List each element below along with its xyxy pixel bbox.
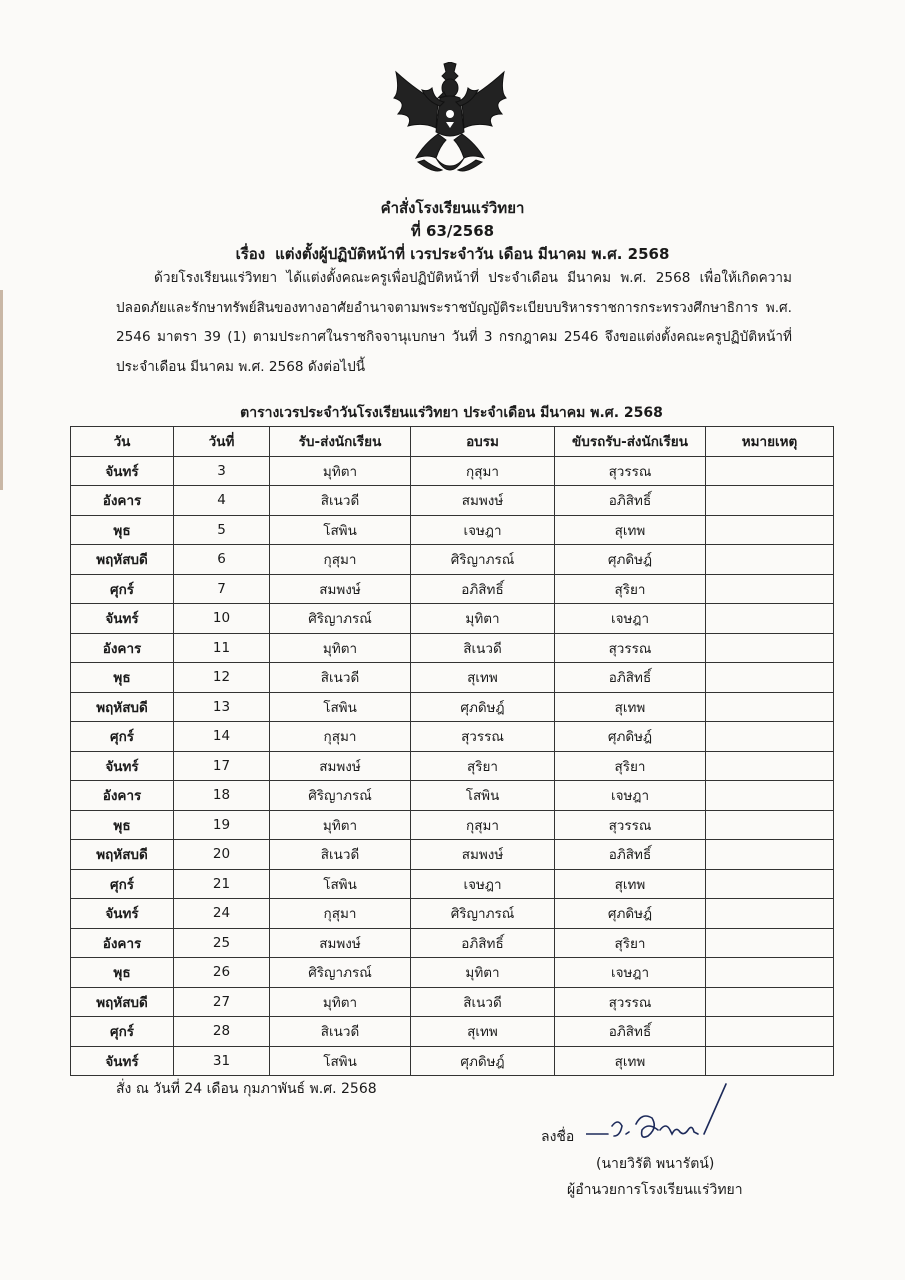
cell-day: ศุกร์ bbox=[71, 869, 174, 899]
table-row bbox=[71, 456, 834, 486]
cell-date: 20 bbox=[174, 840, 270, 870]
cell-note bbox=[706, 1017, 834, 1047]
schedule-body bbox=[71, 456, 834, 1076]
cell-pickup: กุสุมา bbox=[270, 722, 411, 752]
table-row bbox=[71, 869, 834, 899]
cell-date: 26 bbox=[174, 958, 270, 988]
cell-training: ศุภดิษฎ์ bbox=[411, 1046, 555, 1076]
table-row bbox=[71, 515, 834, 545]
cell-date: 14 bbox=[174, 722, 270, 752]
table-row bbox=[71, 545, 834, 575]
cell-driver: เจษฎา bbox=[555, 781, 706, 811]
cell-date: 11 bbox=[174, 633, 270, 663]
cell-training: สุเทพ bbox=[411, 1017, 555, 1047]
order-paragraph: ด้วยโรงเรียนแร่วิทยา ได้แต่งตั้งคณะครูเพื่อปฏิบัติหน้าที่ ประจำเดือน มีนาคม พ.ศ. 2568 เพื่อให้เกิดความปลอดภัยและรักษาทรัพย์สินของทางอาศัยอำนาจตามพระราชบัญญัติระเบียบบริหารราชการกระทรวงศึกษาธิการ พ.ศ. 2546 มาตรา 39 (1) ตามประกาศในราชกิจจานุเบกษา วันที่ 3 กรกฎาคม 2546 จึงขอแต่งตั้งคณะครูปฏิบัติหน้าที่ประจำเดือน มีนาคม พ.ศ. 2568 ดังต่อไปนี้ bbox=[116, 270, 792, 375]
cell-day: จันทร์ bbox=[71, 899, 174, 929]
cell-note bbox=[706, 515, 834, 545]
header-date: วันที่ bbox=[174, 427, 270, 457]
cell-driver: อภิสิทธิ์ bbox=[555, 840, 706, 870]
cell-note bbox=[706, 1046, 834, 1076]
cell-date: 18 bbox=[174, 781, 270, 811]
order-title: คำสั่งโรงเรียนแร่วิทยา bbox=[380, 199, 525, 217]
handwritten-signature-icon bbox=[586, 1082, 736, 1152]
cell-training: สิเนวดี bbox=[411, 633, 555, 663]
header-note: หมายเหตุ bbox=[706, 427, 834, 457]
cell-date: 4 bbox=[174, 486, 270, 516]
cell-pickup: โสพิน bbox=[270, 1046, 411, 1076]
table-row bbox=[71, 663, 834, 693]
table-row bbox=[71, 781, 834, 811]
cell-day: พฤหัสบดี bbox=[71, 545, 174, 575]
cell-note bbox=[706, 574, 834, 604]
cell-note bbox=[706, 751, 834, 781]
cell-date: 19 bbox=[174, 810, 270, 840]
cell-pickup: สมพงษ์ bbox=[270, 928, 411, 958]
table-header-row bbox=[71, 427, 834, 457]
cell-driver: ศุภดิษฎ์ bbox=[555, 899, 706, 929]
cell-pickup: สมพงษ์ bbox=[270, 751, 411, 781]
cell-pickup: มุทิตา bbox=[270, 810, 411, 840]
cell-date: 24 bbox=[174, 899, 270, 929]
cell-day: อังคาร bbox=[71, 633, 174, 663]
cell-pickup: โสพิน bbox=[270, 869, 411, 899]
cell-note bbox=[706, 663, 834, 693]
cell-date: 27 bbox=[174, 987, 270, 1017]
cell-day: พุธ bbox=[71, 663, 174, 693]
cell-driver: เจษฎา bbox=[555, 958, 706, 988]
signer-title: ผู้อำนวยการโรงเรียนแร่วิทยา bbox=[567, 1182, 743, 1198]
table-row bbox=[71, 604, 834, 634]
cell-training: สุเทพ bbox=[411, 663, 555, 693]
cell-driver: สุริยา bbox=[555, 574, 706, 604]
cell-pickup: กุสุมา bbox=[270, 545, 411, 575]
cell-pickup: สิเนวดี bbox=[270, 486, 411, 516]
cell-day: จันทร์ bbox=[71, 604, 174, 634]
cell-pickup: โสพิน bbox=[270, 692, 411, 722]
cell-pickup: มุทิตา bbox=[270, 987, 411, 1017]
cell-driver: สุวรรณ bbox=[555, 456, 706, 486]
cell-driver: สุเทพ bbox=[555, 1046, 706, 1076]
table-row bbox=[71, 486, 834, 516]
header-training: อบรม bbox=[411, 427, 555, 457]
cell-training: ศิริญาภรณ์ bbox=[411, 545, 555, 575]
table-row bbox=[71, 692, 834, 722]
cell-date: 3 bbox=[174, 456, 270, 486]
table-row bbox=[71, 1017, 834, 1047]
cell-note bbox=[706, 722, 834, 752]
cell-driver: สุเทพ bbox=[555, 869, 706, 899]
cell-training: สมพงษ์ bbox=[411, 486, 555, 516]
cell-day: อังคาร bbox=[71, 928, 174, 958]
table-row bbox=[71, 751, 834, 781]
cell-date: 10 bbox=[174, 604, 270, 634]
cell-driver: สุวรรณ bbox=[555, 987, 706, 1017]
cell-day: ศุกร์ bbox=[71, 574, 174, 604]
cell-day: ศุกร์ bbox=[71, 722, 174, 752]
cell-driver: สุริยา bbox=[555, 928, 706, 958]
header-day: วัน bbox=[71, 427, 174, 457]
cell-pickup: สิเนวดี bbox=[270, 1017, 411, 1047]
cell-training: สุวรรณ bbox=[411, 722, 555, 752]
cell-pickup: มุทิตา bbox=[270, 456, 411, 486]
table-row bbox=[71, 987, 834, 1017]
cell-day: อังคาร bbox=[71, 486, 174, 516]
cell-driver: อภิสิทธิ์ bbox=[555, 1017, 706, 1047]
table-row bbox=[71, 958, 834, 988]
table-row bbox=[71, 574, 834, 604]
cell-driver: สุวรรณ bbox=[555, 810, 706, 840]
cell-day: พุธ bbox=[71, 515, 174, 545]
cell-training: โสพิน bbox=[411, 781, 555, 811]
cell-note bbox=[706, 869, 834, 899]
cell-note bbox=[706, 840, 834, 870]
cell-date: 25 bbox=[174, 928, 270, 958]
cell-training: กุสุมา bbox=[411, 456, 555, 486]
cell-driver: สุริยา bbox=[555, 751, 706, 781]
cell-driver: เจษฎา bbox=[555, 604, 706, 634]
cell-note bbox=[706, 958, 834, 988]
cell-pickup: สมพงษ์ bbox=[270, 574, 411, 604]
subject-text: แต่งตั้งผู้ปฏิบัติหน้าที่ เวรประจำวัน เดือน มีนาคม พ.ศ. 2568 bbox=[275, 245, 670, 263]
cell-note bbox=[706, 899, 834, 929]
cell-pickup: ศิริญาภรณ์ bbox=[270, 781, 411, 811]
header-pickup: รับ-ส่งนักเรียน bbox=[270, 427, 411, 457]
cell-day: พฤหัสบดี bbox=[71, 692, 174, 722]
cell-note bbox=[706, 545, 834, 575]
cell-day: พฤหัสบดี bbox=[71, 840, 174, 870]
table-row bbox=[71, 1046, 834, 1076]
duty-schedule-table bbox=[70, 426, 834, 1076]
cell-training: เจษฎา bbox=[411, 869, 555, 899]
schedule-title: ตารางเวรประจำวันโรงเรียนแร่วิทยา ประจำเดือน มีนาคม พ.ศ. 2568 bbox=[240, 405, 663, 421]
subject-label: เรื่อง bbox=[235, 245, 266, 263]
cell-training: อภิสิทธิ์ bbox=[411, 928, 555, 958]
cell-training: กุสุมา bbox=[411, 810, 555, 840]
cell-driver: สุวรรณ bbox=[555, 633, 706, 663]
cell-note bbox=[706, 810, 834, 840]
cell-training: สมพงษ์ bbox=[411, 840, 555, 870]
cell-note bbox=[706, 456, 834, 486]
table-row bbox=[71, 899, 834, 929]
issue-date: สั่ง ณ วันที่ 24 เดือน กุมภาพันธ์ พ.ศ. 2568 bbox=[116, 1081, 377, 1097]
cell-date: 5 bbox=[174, 515, 270, 545]
garuda-emblem-icon bbox=[388, 62, 512, 182]
cell-driver: สุเทพ bbox=[555, 692, 706, 722]
cell-note bbox=[706, 781, 834, 811]
cell-note bbox=[706, 987, 834, 1017]
cell-note bbox=[706, 486, 834, 516]
cell-training: เจษฎา bbox=[411, 515, 555, 545]
cell-date: 31 bbox=[174, 1046, 270, 1076]
cell-day: ศุกร์ bbox=[71, 1017, 174, 1047]
cell-day: จันทร์ bbox=[71, 1046, 174, 1076]
cell-day: จันทร์ bbox=[71, 456, 174, 486]
cell-date: 13 bbox=[174, 692, 270, 722]
cell-pickup: กุสุมา bbox=[270, 899, 411, 929]
cell-training: สุริยา bbox=[411, 751, 555, 781]
cell-pickup: ศิริญาภรณ์ bbox=[270, 604, 411, 634]
cell-training: มุทิตา bbox=[411, 958, 555, 988]
cell-date: 28 bbox=[174, 1017, 270, 1047]
cell-training: ศุภดิษฎ์ bbox=[411, 692, 555, 722]
cell-date: 7 bbox=[174, 574, 270, 604]
cell-note bbox=[706, 604, 834, 634]
signer-name: (นายวิรัติ พนารัตน์) bbox=[596, 1156, 715, 1172]
table-row bbox=[71, 840, 834, 870]
cell-driver: อภิสิทธิ์ bbox=[555, 486, 706, 516]
table-row bbox=[71, 633, 834, 663]
cell-note bbox=[706, 633, 834, 663]
cell-day: พุธ bbox=[71, 810, 174, 840]
cell-pickup: สิเนวดี bbox=[270, 663, 411, 693]
cell-pickup: โสพิน bbox=[270, 515, 411, 545]
cell-driver: ศุภดิษฎ์ bbox=[555, 722, 706, 752]
cell-day: พฤหัสบดี bbox=[71, 987, 174, 1017]
cell-date: 17 bbox=[174, 751, 270, 781]
cell-date: 6 bbox=[174, 545, 270, 575]
table-row bbox=[71, 810, 834, 840]
cell-day: อังคาร bbox=[71, 781, 174, 811]
table-row bbox=[71, 928, 834, 958]
cell-driver: อภิสิทธิ์ bbox=[555, 663, 706, 693]
cell-pickup: ศิริญาภรณ์ bbox=[270, 958, 411, 988]
order-subject bbox=[0, 242, 905, 266]
cell-pickup: มุทิตา bbox=[270, 633, 411, 663]
header-driver: ขับรถรับ-ส่งนักเรียน bbox=[555, 427, 706, 457]
cell-training: อภิสิทธิ์ bbox=[411, 574, 555, 604]
cell-training: สิเนวดี bbox=[411, 987, 555, 1017]
cell-driver: สุเทพ bbox=[555, 515, 706, 545]
order-number: ที่ 63/2568 bbox=[410, 222, 495, 240]
sign-label: ลงชื่อ bbox=[541, 1129, 575, 1145]
cell-date: 12 bbox=[174, 663, 270, 693]
scan-edge-mark bbox=[0, 290, 3, 490]
cell-training: ศิริญาภรณ์ bbox=[411, 899, 555, 929]
cell-driver: ศุภดิษฎ์ bbox=[555, 545, 706, 575]
cell-pickup: สิเนวดี bbox=[270, 840, 411, 870]
cell-day: จันทร์ bbox=[71, 751, 174, 781]
table-row bbox=[71, 722, 834, 752]
cell-note bbox=[706, 692, 834, 722]
cell-note bbox=[706, 928, 834, 958]
cell-date: 21 bbox=[174, 869, 270, 899]
cell-day: พุธ bbox=[71, 958, 174, 988]
cell-training: มุทิตา bbox=[411, 604, 555, 634]
